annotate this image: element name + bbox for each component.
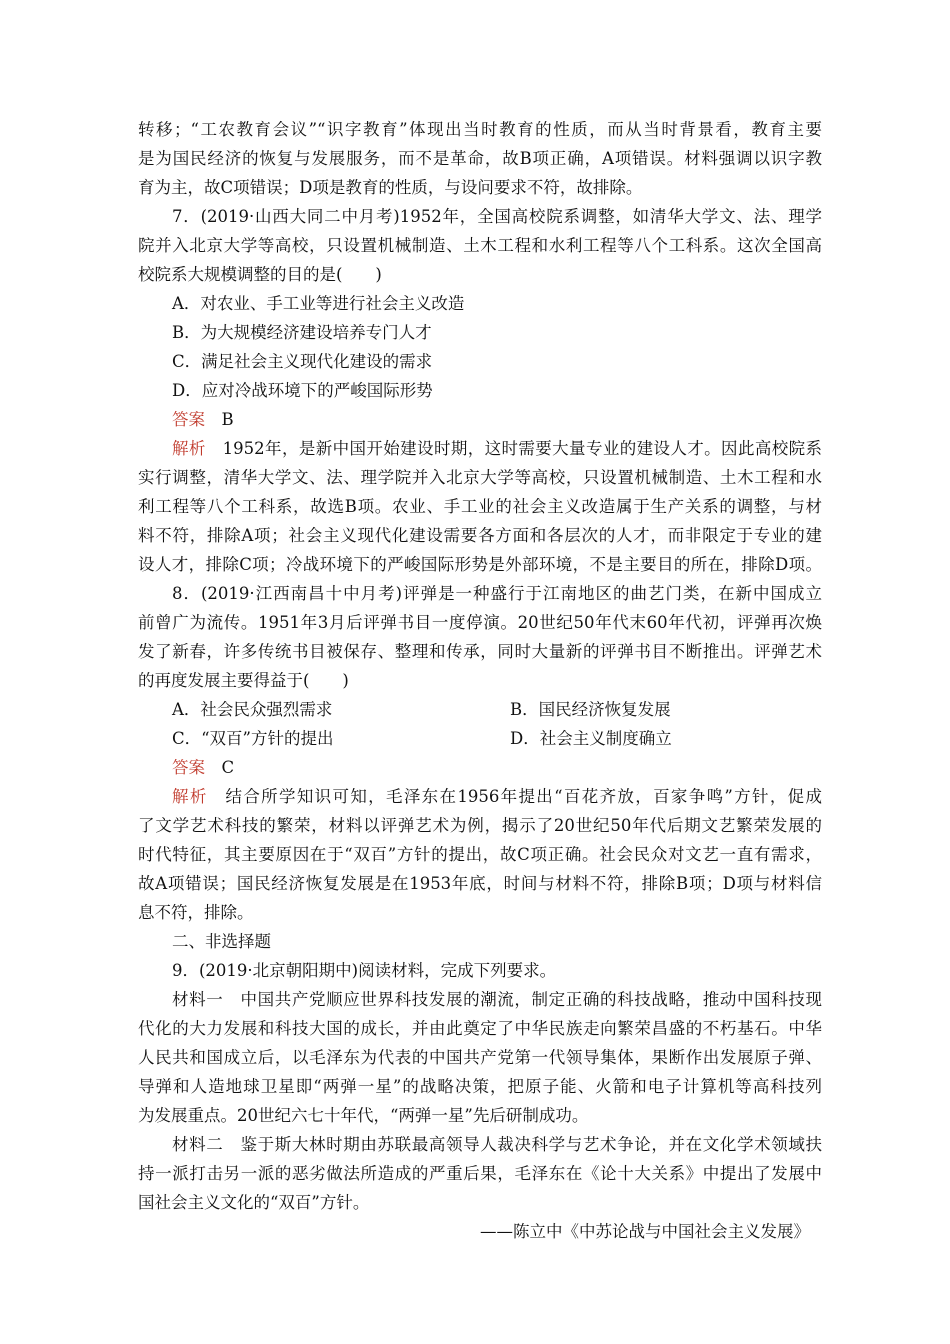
text-line: 时代特征，其主要原因在于“双百”方针的提出，故C项正确。社会民众对文艺一直有需求， bbox=[138, 845, 822, 864]
answer-line bbox=[172, 754, 234, 782]
text-line: 代化的大力发展和科技大国的成长，并由此奠定了中华民族走向繁荣昌盛的不朽基石。中华 bbox=[138, 1019, 822, 1038]
analysis-line bbox=[172, 783, 822, 811]
answer-value: C bbox=[221, 758, 235, 777]
section-heading: 二、非选择题 bbox=[172, 932, 271, 951]
answer-label: 答案 bbox=[172, 758, 205, 777]
option-b: B．为大规模经济建设培养专门人才 bbox=[172, 323, 432, 342]
text-line: 利工程等八个工科系，故选B项。农业、手工业的社会主义改造属于生产关系的调整，与材 bbox=[138, 497, 822, 516]
option-c: C．满足社会主义现代化建设的需求 bbox=[172, 352, 433, 371]
text-line: 料不符，排除A项；社会主义现代化建设需要各方面和各层次的人才，而非限定于专业的建 bbox=[138, 526, 822, 545]
option-c: C．“双百”方针的提出 bbox=[172, 729, 334, 748]
question-8-stem: 8．(2019·江西南昌十中月考)评弹是一种盛行于江南地区的曲艺门类，在新中国成立 bbox=[172, 584, 822, 603]
text-line: 设人才，排除C项；冷战环境下的严峻国际形势是外部环境，不是主要目的所在，排除D项。 bbox=[138, 555, 822, 574]
question-7-stem: 7．(2019·山西大同二中月考)1952年，全国高校院系调整，如清华大学文、法、理学 bbox=[172, 207, 822, 226]
material-two: 材料二 鉴于斯大林时期由苏联最高领导人裁决科学与艺术争论，并在文化学术领域扶 bbox=[172, 1135, 822, 1154]
analysis-text: 1952年，是新中国开始建设时期，这时需要大量专业的建设人才。因此高校院系 bbox=[205, 439, 822, 458]
text-line: 实行调整，清华大学文、法、理学院并入北京大学等高校，只设置机械制造、土木工程和水 bbox=[138, 468, 822, 487]
option-d: D．应对冷战环境下的严峻国际形势 bbox=[172, 381, 433, 400]
answer-value: B bbox=[221, 410, 234, 429]
analysis-label: 解析 bbox=[172, 439, 206, 458]
text-line: 是为国民经济的恢复与发展服务，而不是革命，故B项正确，A项错误。材料强调以识字教 bbox=[138, 149, 822, 168]
analysis-line bbox=[172, 435, 822, 463]
text-line: 转移；“工农教育会议”“识字教育”体现出当时教育的性质，而从当时背景看，教育主要 bbox=[138, 120, 822, 139]
text-line: 前曾广为流传。1951年3月后评弹书目一度停演。20世纪50年代末60年代初，评弹再次焕 bbox=[138, 613, 822, 632]
analysis-label: 解析 bbox=[172, 787, 208, 806]
answer-label: 答案 bbox=[172, 410, 205, 429]
text-line: 的再度发展主要得益于( ) bbox=[138, 671, 349, 690]
option-b: B．国民经济恢复发展 bbox=[510, 700, 671, 719]
text-line: 导弹和人造地球卫星即“两弹一星”的战略决策，把原子能、火箭和电子计算机等高科技列 bbox=[138, 1077, 822, 1096]
material-one: 材料一 中国共产党顺应世界科技发展的潮流，制定正确的科技战略，推动中国科技现 bbox=[172, 990, 822, 1009]
option-a: A．对农业、手工业等进行社会主义改造 bbox=[172, 294, 465, 313]
text-line: 故A项错误；国民经济恢复发展是在1953年底，时间与材料不符，排除B项；D项与材料信 bbox=[138, 874, 822, 893]
source-citation: ——陈立中《中苏论战与中国社会主义发展》 bbox=[480, 1222, 810, 1241]
text-line: 人民共和国成立后，以毛泽东为代表的中国共产党第一代领导集体，果断作出发展原子弹、 bbox=[138, 1048, 822, 1067]
option-a: A．社会民众强烈需求 bbox=[172, 700, 333, 719]
text-line: 育为主，故C项错误；D项是教育的性质，与设问要求不符，故排除。 bbox=[138, 178, 643, 197]
text-line: 国社会主义文化的“双百”方针。 bbox=[138, 1193, 370, 1212]
answer-line bbox=[172, 406, 234, 434]
text-line: 校院系大规模调整的目的是( ) bbox=[138, 265, 382, 284]
option-d: D．社会主义制度确立 bbox=[510, 729, 672, 748]
question-9-stem: 9．(2019·北京朝阳期中)阅读材料，完成下列要求。 bbox=[172, 961, 557, 980]
text-line: 持一派打击另一派的恶劣做法所造成的严重后果，毛泽东在《论十大关系》中提出了发展中 bbox=[138, 1164, 822, 1183]
text-line: 为发展重点。20世纪六七十年代，“两弹一星”先后研制成功。 bbox=[138, 1106, 589, 1125]
analysis-text: 结合所学知识可知，毛泽东在1956年提出“百花齐放，百家争鸣”方针，促成 bbox=[207, 787, 822, 806]
text-line: 了文学艺术科技的繁荣，材料以评弹艺术为例，揭示了20世纪50年代后期文艺繁荣发展的 bbox=[138, 816, 822, 835]
text-line: 院并入北京大学等高校，只设置机械制造、土木工程和水利工程等八个工科系。这次全国高 bbox=[138, 236, 822, 255]
text-line: 发了新春，许多传统书目被保存、整理和传承，同时大量新的评弹书目不断推出。评弹艺术 bbox=[138, 642, 822, 661]
text-line: 息不符，排除。 bbox=[138, 903, 254, 922]
